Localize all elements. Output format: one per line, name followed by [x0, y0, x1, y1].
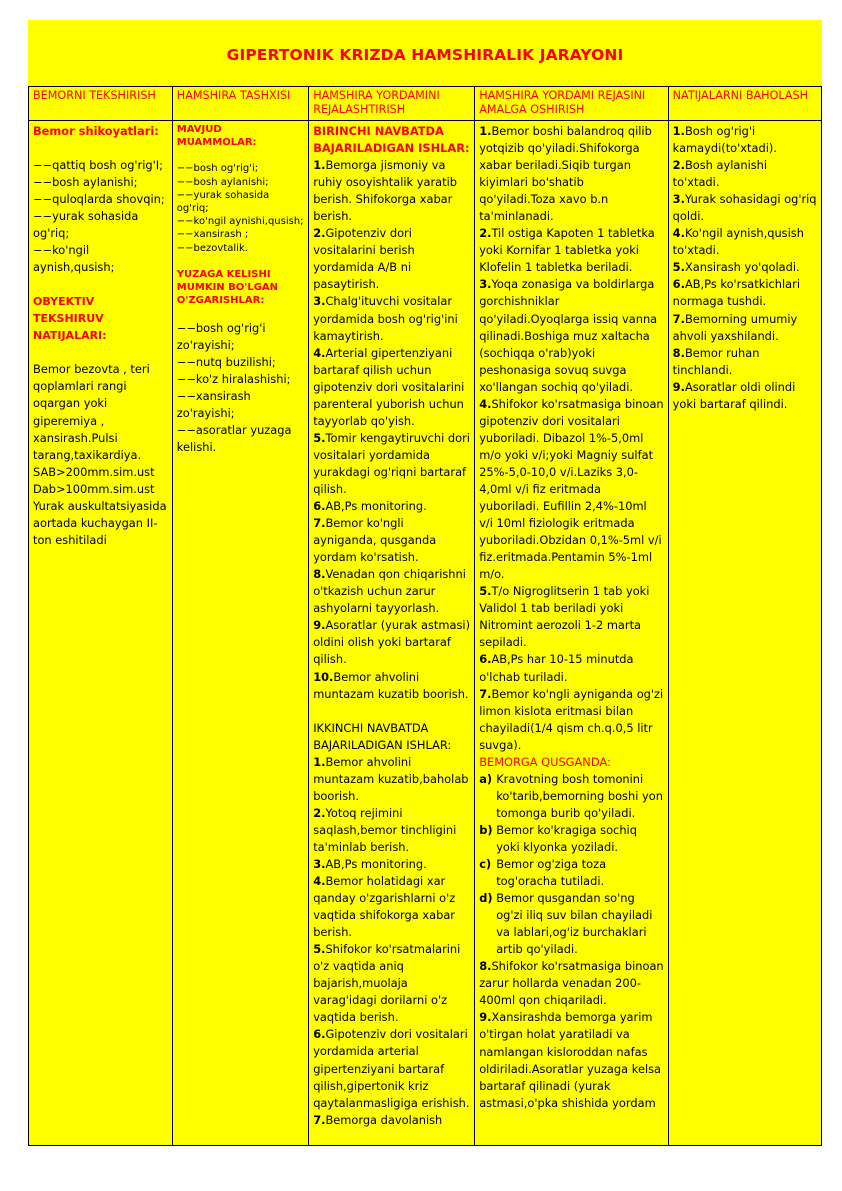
item-text: Bosh aylanishi to'xtadi.: [672, 158, 768, 190]
header-planning-text: HAMSHIRA YORDAMINI REJALASHTIRISH: [313, 89, 440, 116]
item-text: Gipotenziv dori vositalari yordamida arterial gipertenziyani bartaraf qilish,gipertonik kriz qaytalanmasligiga erishish.: [313, 1027, 470, 1110]
sub-item-label: a): [479, 771, 493, 786]
sub-item-text: Bemor ko'kragiga sochiq yoki klyonka yoziladi.: [496, 822, 637, 854]
sub-item-label: b): [479, 822, 493, 837]
cell-diagnosis: [172, 121, 308, 1146]
item-number: 6.: [313, 1027, 326, 1042]
item-number: 7.: [672, 311, 685, 326]
sub-item-label: d): [479, 891, 493, 906]
vomit-list: [479, 771, 663, 959]
list-item: [673, 191, 817, 225]
item-number: 8.: [313, 567, 326, 582]
item-text: Bemorga davolanish: [325, 1112, 443, 1127]
item-text: Bemorga jismoniy va ruhiy osoyishtalik yaratib berish. Shifokorga xabar berish.: [313, 158, 458, 224]
list-item: −−yurak sohasida og'riq;: [176, 189, 270, 215]
list-item: [313, 157, 470, 225]
header-evaluation: NATIJALARNI BAHOLASH: [668, 87, 821, 121]
item-number: 3.: [313, 294, 326, 309]
item-text: Ko'ngil aynish,qusish to'xtadi.: [672, 226, 804, 258]
item-text: Asoratlar oldi olindi yoki bartaraf qilindi.: [672, 379, 796, 411]
list-item: [479, 396, 663, 584]
item-text: AB,Ps ko'rsatkichlari normaga tushdi.: [672, 277, 800, 309]
sub-item: [479, 856, 663, 890]
item-text: Yoqa zonasiga va boldirlarga gorchishniklar qo'yiladi.Oyoqlarga issiq vanna qilinadi.Boshiga muz xaltacha (sochiqqa o'rab)yoki peshonasiga sovuq suvga xo'llangan sochiq qo'yiladi.: [479, 277, 658, 394]
list-item: [479, 583, 663, 651]
item-number: 5.: [479, 584, 492, 599]
list-item: [313, 754, 470, 805]
problems-list: [177, 162, 304, 254]
item-text: T/o Nigroglitserin 1 tab yoki Validol 1 tab beriladi yoki Nitromint aerozoli 1-2 marta sepiladi.: [479, 584, 650, 650]
cell-implementation: [475, 121, 668, 1146]
list-item: −−ko'ngil aynishi,qusish;: [176, 216, 304, 228]
vomit-title: BEMORGA QUSGANDA:: [479, 754, 611, 769]
document-title: GIPERTONIK KRIZDA HAMSHIRALIK JARAYONI: [226, 46, 624, 64]
header-examination: BEMORNI TEKSHIRISH: [29, 87, 173, 121]
item-text: AB,Ps har 10-15 minutda o'lchab turiladi.: [479, 652, 634, 684]
item-text: Shifokor ko'rsatmasiga binoan zarur hollarda venadan 200-400ml qon chiqariladi.: [479, 959, 664, 1008]
item-text: Yotoq rejimini saqlash,bemor tinchligini ta'minlab berish.: [313, 805, 457, 854]
list-item: [673, 276, 817, 310]
cell-examination: [29, 121, 173, 1146]
sub-item: [479, 771, 663, 822]
item-number: 10.: [313, 669, 334, 684]
list-item: −−bosh aylanishi;: [176, 176, 269, 188]
sub-item-label: c): [479, 857, 492, 872]
item-text: Bosh og'rig'i kamaydi(to'xtadi).: [672, 124, 777, 156]
list-item: [673, 311, 817, 345]
item-text: Chalg'ituvchi vositalar yordamida bosh og'rig'ini kamaytirish.: [313, 294, 458, 343]
item-number: 3.: [313, 856, 326, 871]
risks-title: YUZAGA KELISHI MUMKIN BO'LGAN O'ZGARISHLAR:: [176, 268, 279, 307]
item-number: 4.: [479, 396, 492, 411]
list-item: −−qattiq bosh og'rig'I;: [33, 158, 163, 173]
item-text: Tomir kengaytiruvchi dori vositalari yordamida yurakdagi og'riqni bartaraf qilish.: [313, 430, 470, 496]
item-number: 1.: [313, 754, 326, 769]
list-item: [313, 345, 470, 430]
item-text: AB,Ps monitoring.: [325, 856, 427, 871]
cell-planning: [309, 121, 475, 1146]
item-number: 1.: [479, 124, 492, 138]
first-priority-list: [313, 157, 470, 703]
item-number: 2.: [479, 226, 492, 241]
objective-title: OBYEKTIV TEKSHIRUV NATIJALARI:: [33, 295, 107, 343]
list-item: [313, 617, 470, 668]
item-text: Bemor ahvolini muntazam kuzatib,baholab boorish.: [313, 754, 469, 803]
item-number: 7.: [313, 1112, 326, 1127]
risks-list: [177, 320, 304, 456]
item-number: 6.: [479, 652, 492, 667]
sub-item: [479, 890, 663, 958]
list-item: −−bezovtalik.: [176, 242, 248, 254]
list-item: −−ko'z hiralashishi;: [176, 372, 291, 387]
item-number: 4.: [313, 345, 326, 360]
item-number: 6.: [313, 499, 326, 514]
item-number: 5.: [672, 260, 685, 275]
item-text: Gipotenziv dori vositalarini berish yordamida A/B ni pasaytirish.: [313, 226, 415, 292]
list-item: [313, 669, 470, 703]
item-text: Bemor boshi balandroq qilib yotqizib qo'yiladi.Shifokorga xabar beriladi.Siqib turgan kiyimlari bo'shatib qo'yiladi.Toza xavo b.n ta'minlanadi.: [479, 124, 652, 224]
list-item: [479, 686, 663, 754]
second-priority-list: [313, 754, 470, 1129]
list-item: [479, 276, 663, 395]
list-item: [673, 345, 817, 379]
item-text: Xansirashda bemorga yarim o'tirgan holat yaratiladi va namlangan kisloroddan nafas oldiriladi.Asoratlar yuzaga kelsa bartaraf qilinadi (yurak astmasi,o'pka shishida yordam: [479, 1010, 662, 1110]
objective-text: Bemor bezovta , teri qoplamlari rangi oqargan yoki giperemiya , xansirash.Pulsi tarang,taxikardiya. SAB>200mm.sim.ust Dab>100mm.sim.ust Yurak auskultatsiyasida aortada kuchaygan II-ton eshitiladi: [33, 362, 167, 547]
list-item: −−yurak sohasida og'riq;: [33, 209, 139, 241]
list-item: [673, 123, 817, 157]
item-text: Bemorning umumiy ahvoli yaxshilandi.: [672, 311, 798, 343]
item-number: 8.: [672, 345, 685, 360]
header-planning: [309, 87, 475, 121]
list-item: [313, 498, 470, 515]
item-text: Shifokor ko'rsatmasiga binoan gipotenziv dori vositalari yuboriladi. Dibazol 1%-5,0ml m/o yoki v/i;yoki Magniy sulfat 25%-5,0-10,0 v/i.Laziks 3,0-4,0ml v/i fiz eritmada yuboriladi. Eufillin 2,4%-10ml v/i 10ml fiziologik eritmada yuboriladi.Obzidan 0,1%-5ml v/i fiz.eritmada.Pentamin 5%-1ml m/o.: [479, 396, 664, 582]
item-text: Bemor holatidagi xar qanday o'zgarishlarni o'z vaqtida shifokorga xabar berish.: [313, 874, 456, 940]
list-item: [479, 123, 663, 225]
list-item: [673, 225, 817, 259]
second-priority-title: IKKINCHI NAVBATDA BAJARILADIGAN ISHLAR:: [313, 720, 452, 752]
list-item: [479, 651, 663, 685]
item-number: 4.: [672, 226, 685, 241]
item-number: 9.: [313, 618, 326, 633]
item-number: 2.: [672, 158, 685, 173]
implementation-list-b: [479, 958, 663, 1111]
item-number: 2.: [313, 805, 326, 820]
list-item: −−bosh og'rig'i;: [176, 163, 259, 175]
list-item: [313, 566, 470, 617]
item-number: 7.: [313, 516, 326, 531]
cell-evaluation: [668, 121, 821, 1146]
list-item: −−bosh og'rig'i zo'rayishi;: [176, 321, 266, 353]
sub-item-text: Bemor qusgandan so'ng og'zi iliq suv bilan chayiladi va lablari,og'iz burchaklari artib qo'yiladi.: [496, 891, 653, 957]
list-item: [479, 225, 663, 276]
list-item: −−xansirash zo'rayishi;: [176, 389, 251, 421]
nursing-process-table: [28, 86, 822, 1146]
item-text: Til ostiga Kapoten 1 tabletka yoki Kornifar 1 tabletka yoki Klofelin 1 tabletka beriladi.: [479, 226, 655, 275]
list-item: [313, 941, 470, 1026]
list-item: −−quloqlarda shovqin;: [33, 192, 165, 207]
list-item: [313, 430, 470, 498]
item-number: 2.: [313, 226, 326, 241]
list-item: −−xansirash ;: [176, 229, 249, 241]
list-item: [313, 805, 470, 856]
first-priority-title: BIRINCHI NAVBATDA BAJARILADIGAN ISHLAR:: [313, 124, 470, 156]
list-item: [313, 1026, 470, 1111]
header-implementation: HAMSHIRA YORDAMI REJASINI AMALGA OSHIRISH: [475, 87, 668, 121]
list-item: −−nutq buzilishi;: [176, 355, 276, 370]
item-text: Bemor ruhan tinchlandi.: [672, 345, 760, 377]
item-number: 6.: [672, 277, 685, 292]
list-item: [673, 157, 817, 191]
header-diagnosis: HAMSHIRA TASHXISI: [172, 87, 308, 121]
list-item: [313, 515, 470, 566]
item-number: 5.: [313, 430, 326, 445]
sub-item-text: Bemor og'ziga toza tog'oracha tutiladi.: [496, 857, 607, 889]
item-text: Bemor ko'ngli ayniganda, qusganda yordam ko'rsatish.: [313, 516, 437, 565]
item-text: Xansirash yo'qoladi.: [684, 260, 800, 275]
item-number: 9.: [672, 379, 685, 394]
item-text: Bemor ko'ngli ayniganda og'zi limon kislota eritmasi bilan chayiladi(1/4 qism ch.q.0,5 litr suvga).: [479, 686, 664, 752]
item-number: 3.: [672, 192, 685, 207]
item-number: 5.: [313, 942, 326, 957]
list-item: [673, 259, 817, 276]
sub-item-text: Kravotning bosh tomonini ko'tarib,bemorning boshi yon tomonga burib qo'yiladi.: [496, 771, 663, 820]
list-item: −−asoratlar yuzaga kelishi.: [176, 423, 292, 455]
item-text: Arterial gipertenziyani bartaraf qilish uchun gipotenziv dori vositalarini parenteral yuborish uchun tayyorlab qo'yish.: [313, 345, 465, 428]
list-item: [313, 873, 470, 941]
implementation-list-a: [479, 123, 663, 754]
item-text: Yurak sohasidagi og'riq qoldi.: [672, 192, 817, 224]
list-item: [313, 856, 470, 873]
item-number: 8.: [479, 959, 492, 974]
list-item: [313, 293, 470, 344]
sub-item: [479, 822, 663, 856]
item-number: 7.: [479, 686, 492, 701]
complaints-title: Bemor shikoyatlari:: [33, 124, 159, 138]
evaluation-list: [673, 123, 817, 413]
item-text: AB,Ps monitoring.: [325, 499, 427, 514]
item-number: 4.: [313, 874, 326, 889]
item-text: Venadan qon chiqarishni o'tkazish uchun zarur ashyolarni tayyorlash.: [313, 567, 466, 616]
list-item: [313, 225, 470, 293]
item-number: 1.: [313, 158, 326, 173]
document-page: [28, 20, 822, 1146]
list-item: [313, 1112, 470, 1129]
list-item: [479, 958, 663, 1009]
content-row: [29, 121, 822, 1146]
item-number: 9.: [479, 1010, 492, 1025]
list-item: [673, 379, 817, 413]
item-number: 1.: [672, 124, 685, 138]
item-text: Shifokor ko'rsatmalarini o'z vaqtida aniq bajarish,muolaja varag'idagi dorilarni o'z vaqtida berish.: [313, 942, 461, 1025]
item-number: 3.: [479, 277, 492, 292]
list-item: −−ko'ngil aynish,qusish;: [33, 243, 115, 275]
list-item: −−bosh aylanishi;: [33, 175, 138, 190]
list-item: [479, 1009, 663, 1111]
title-band: [28, 20, 822, 86]
item-text: Bemor ahvolini muntazam kuzatib boorish.: [313, 669, 469, 701]
header-row: [29, 87, 822, 121]
problems-title: MAVJUD MUAMMOLAR:: [176, 124, 257, 149]
item-text: Asoratlar (yurak astmasi) oldini olish yoki bartaraf qilish.: [313, 618, 471, 667]
complaints-list: [33, 157, 168, 276]
